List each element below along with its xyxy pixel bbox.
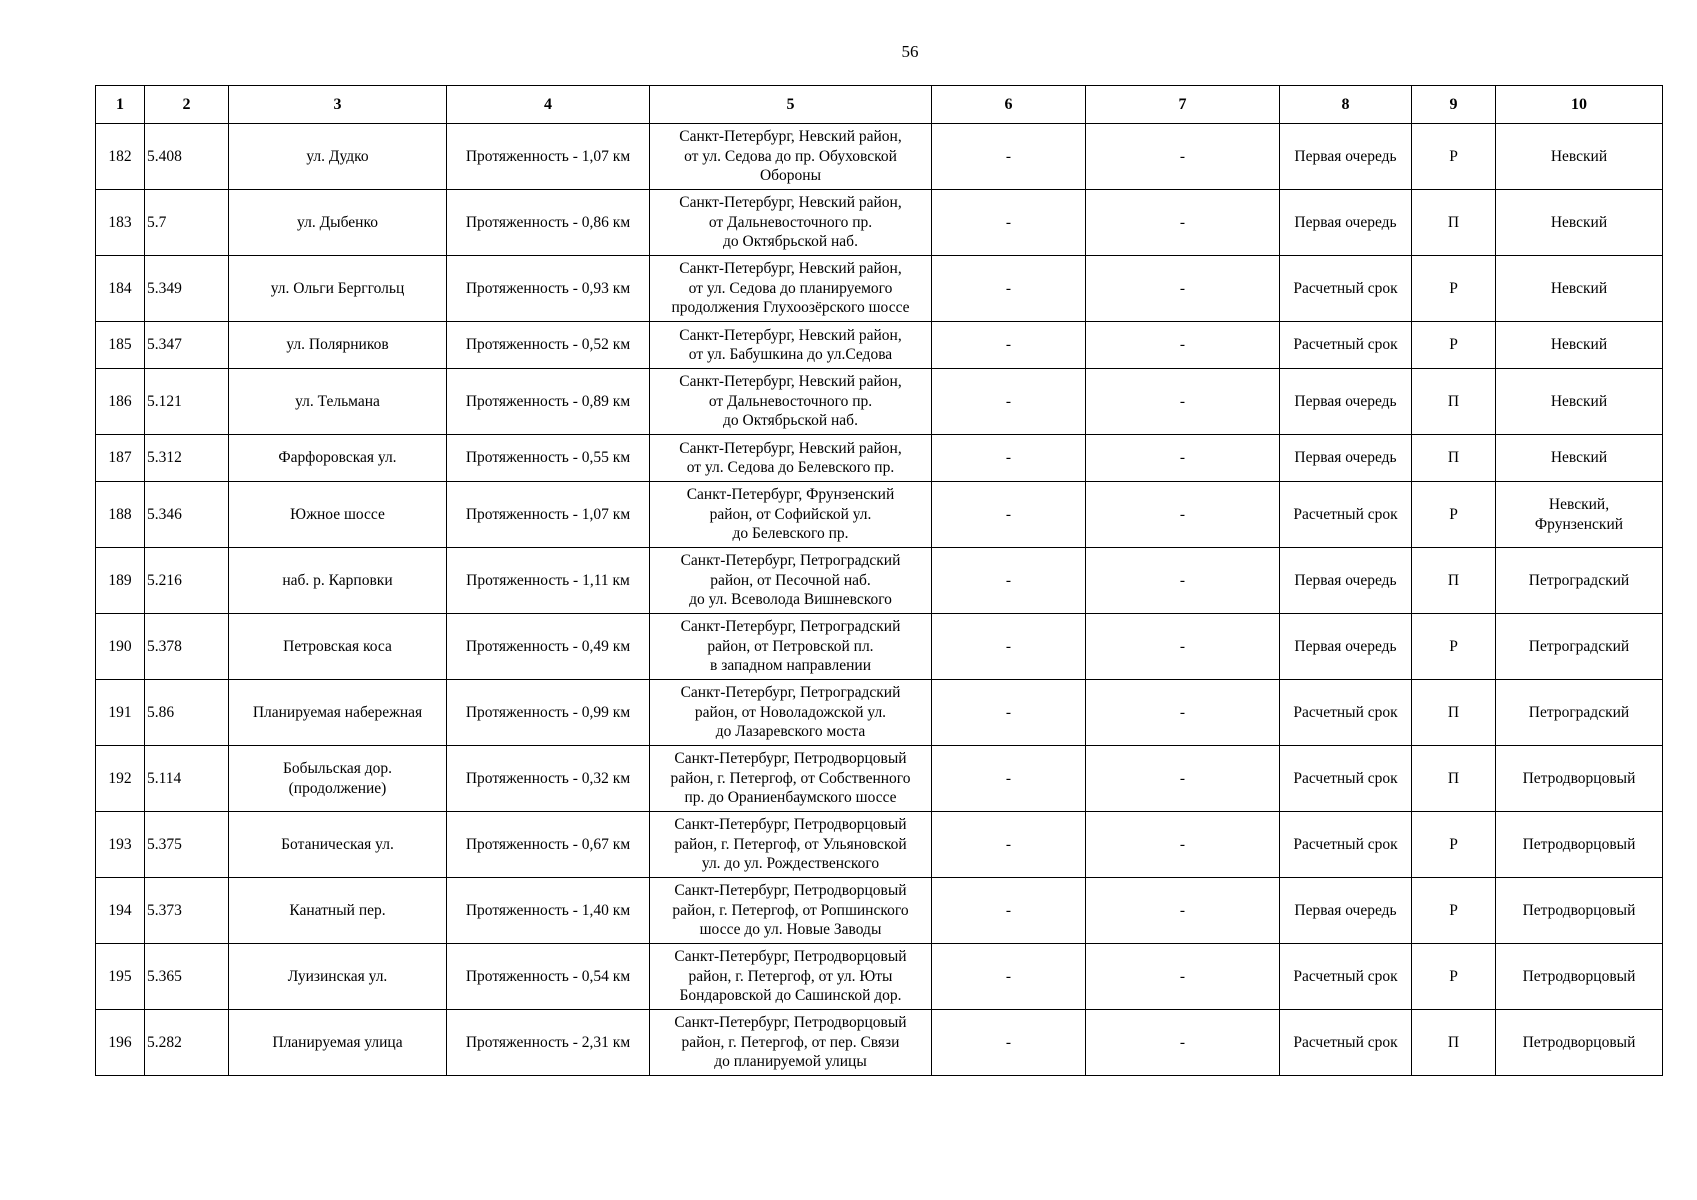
location-cell-line: от ул. Седова до пр. Обуховской <box>684 147 897 165</box>
district-cell-line: Невский <box>1550 392 1608 410</box>
length-cell: Протяженность - 0,93 км <box>447 256 650 322</box>
location-cell-line: до Лазаревского моста <box>715 723 866 741</box>
column-7-cell: - <box>1086 190 1280 256</box>
street-name-cell: Петровская коса <box>229 614 447 680</box>
street-name-cell: Планируемая набережная <box>229 680 447 746</box>
street-name-cell: Луизинская ул. <box>229 944 447 1010</box>
location-cell-line: от Дальневосточного пр. <box>708 213 873 231</box>
location-cell-line: Санкт-Петербург, Петроградский <box>680 684 901 702</box>
location-cell-line: Санкт-Петербург, Петроградский <box>680 552 901 570</box>
district-cell <box>1496 614 1663 680</box>
row-number-cell: 191 <box>96 680 145 746</box>
column-6-cell: - <box>932 190 1086 256</box>
location-cell <box>650 256 932 322</box>
column-7-cell: - <box>1086 812 1280 878</box>
column-6-cell: - <box>932 369 1086 435</box>
location-cell-line: от Дальневосточного пр. <box>708 392 873 410</box>
row-number-cell: 184 <box>96 256 145 322</box>
district-cell <box>1496 944 1663 1010</box>
location-cell-line: район, от Софийской ул. <box>709 505 872 523</box>
type-cell: П <box>1412 746 1496 812</box>
district-cell <box>1496 812 1663 878</box>
length-cell: Протяженность - 0,52 км <box>447 322 650 369</box>
stage-cell: Расчетный срок <box>1280 680 1412 746</box>
location-cell-line: Санкт-Петербург, Невский район, <box>679 373 902 391</box>
location-cell <box>650 614 932 680</box>
length-cell: Протяженность - 0,54 км <box>447 944 650 1010</box>
street-name-cell: Фарфоровская ул. <box>229 435 447 482</box>
district-cell <box>1496 548 1663 614</box>
header-row <box>96 86 1663 124</box>
table-row <box>96 812 1663 878</box>
row-number-cell: 193 <box>96 812 145 878</box>
location-cell-line: до Октябрьской наб. <box>723 233 858 251</box>
column-7-cell: - <box>1086 614 1280 680</box>
length-cell: Протяженность - 0,67 км <box>447 812 650 878</box>
location-cell <box>650 124 932 190</box>
table-row <box>96 124 1663 190</box>
location-cell <box>650 369 932 435</box>
code-cell: 5.312 <box>145 435 229 482</box>
stage-cell: Первая очередь <box>1280 614 1412 680</box>
location-cell <box>650 746 932 812</box>
column-7-cell: - <box>1086 680 1280 746</box>
code-cell: 5.114 <box>145 746 229 812</box>
location-cell-line: район, от Песочной наб. <box>710 571 871 589</box>
stage-cell: Расчетный срок <box>1280 256 1412 322</box>
location-cell-line: Санкт-Петербург, Невский район, <box>679 128 902 146</box>
code-cell: 5.346 <box>145 482 229 548</box>
column-6-cell: - <box>932 1010 1086 1076</box>
column-7-cell: - <box>1086 548 1280 614</box>
row-number-cell: 189 <box>96 548 145 614</box>
stage-cell: Расчетный срок <box>1280 482 1412 548</box>
code-cell: 5.216 <box>145 548 229 614</box>
row-number-cell: 195 <box>96 944 145 1010</box>
column-7-cell: - <box>1086 878 1280 944</box>
row-number-cell: 192 <box>96 746 145 812</box>
district-cell-line: Невский <box>1550 336 1608 354</box>
stage-cell: Первая очередь <box>1280 435 1412 482</box>
column-header: 6 <box>932 86 1086 124</box>
table-row <box>96 944 1663 1010</box>
code-cell: 5.7 <box>145 190 229 256</box>
district-cell <box>1496 124 1663 190</box>
row-number-cell: 183 <box>96 190 145 256</box>
type-cell: Р <box>1412 812 1496 878</box>
length-cell: Протяженность - 1,07 км <box>447 124 650 190</box>
column-7-cell: - <box>1086 944 1280 1010</box>
location-cell-line: Санкт-Петербург, Невский район, <box>679 439 902 457</box>
table-row <box>96 256 1663 322</box>
table-row <box>96 548 1663 614</box>
street-name-cell: наб. р. Карповки <box>229 548 447 614</box>
type-cell: П <box>1412 1010 1496 1076</box>
location-cell <box>650 680 932 746</box>
column-header: 5 <box>650 86 932 124</box>
column-7-cell: - <box>1086 124 1280 190</box>
length-cell: Протяженность - 0,55 км <box>447 435 650 482</box>
location-cell-line: район, г. Петергоф, от пер. Связи <box>681 1033 900 1051</box>
code-cell: 5.365 <box>145 944 229 1010</box>
row-number-cell: 190 <box>96 614 145 680</box>
row-number-cell: 188 <box>96 482 145 548</box>
street-name-cell: ул. Ольги Берггольц <box>229 256 447 322</box>
location-cell-line: шоссе до ул. Новые Заводы <box>699 921 882 939</box>
type-cell: П <box>1412 435 1496 482</box>
column-6-cell: - <box>932 746 1086 812</box>
location-cell <box>650 878 932 944</box>
location-cell-line: район, от Петровской пл. <box>707 637 874 655</box>
district-cell-line: Петродворцовый <box>1522 1033 1636 1051</box>
column-6-cell: - <box>932 435 1086 482</box>
type-cell: Р <box>1412 482 1496 548</box>
location-cell-line: до Октябрьской наб. <box>723 412 858 430</box>
location-cell <box>650 1010 932 1076</box>
type-cell: Р <box>1412 614 1496 680</box>
location-cell-line: до Белевского пр. <box>732 525 849 543</box>
location-cell-line: ул. до ул. Рождественского <box>701 855 880 873</box>
road-table <box>95 85 1663 1076</box>
column-6-cell: - <box>932 944 1086 1010</box>
row-number-cell: 185 <box>96 322 145 369</box>
location-cell-line: в западном направлении <box>710 657 871 675</box>
district-cell-line: Петродворцовый <box>1522 769 1636 787</box>
page-number: 56 <box>901 42 919 61</box>
street-name-cell: Планируемая улица <box>229 1010 447 1076</box>
location-cell-line: Санкт-Петербург, Петродворцовый <box>674 816 907 834</box>
code-cell: 5.373 <box>145 878 229 944</box>
table-row <box>96 746 1663 812</box>
location-cell <box>650 435 932 482</box>
district-cell-line: Фрунзенский <box>1534 515 1624 533</box>
location-cell-line: от ул. Седова до Белевского пр. <box>686 459 895 476</box>
location-cell-line: район, г. Петергоф, от Ульяновской <box>674 835 907 853</box>
type-cell: Р <box>1412 878 1496 944</box>
district-cell-line: Петроградский <box>1528 637 1630 655</box>
location-cell-line: Санкт-Петербург, Невский район, <box>679 326 902 344</box>
table-row <box>96 878 1663 944</box>
location-cell-line: Обороны <box>759 167 822 185</box>
district-cell <box>1496 746 1663 812</box>
length-cell: Протяженность - 0,99 км <box>447 680 650 746</box>
district-cell-line: Невский <box>1550 213 1608 231</box>
location-cell-line: Санкт-Петербург, Петродворцовый <box>674 948 907 966</box>
district-cell-line: Петроградский <box>1528 571 1630 589</box>
street-name-cell: Ботаническая ул. <box>229 812 447 878</box>
column-header: 3 <box>229 86 447 124</box>
column-6-cell: - <box>932 124 1086 190</box>
column-6-cell: - <box>932 482 1086 548</box>
district-cell <box>1496 482 1663 548</box>
district-cell-line: Петродворцовый <box>1522 835 1636 853</box>
location-cell-line: пр. до Ораниенбаумского шоссе <box>684 789 897 807</box>
column-header: 2 <box>145 86 229 124</box>
length-cell: Протяженность - 1,40 км <box>447 878 650 944</box>
location-cell-line: Санкт-Петербург, Петроградский <box>680 618 901 636</box>
type-cell: Р <box>1412 256 1496 322</box>
location-cell-line: Санкт-Петербург, Фрунзенский <box>686 486 895 504</box>
type-cell: Р <box>1412 124 1496 190</box>
location-cell-line: район, от Новоладожской ул. <box>694 703 887 721</box>
location-cell <box>650 812 932 878</box>
table-row <box>96 190 1663 256</box>
location-cell-line: район, г. Петергоф, от Ропшинского <box>672 901 909 919</box>
street-name-cell: Южное шоссе <box>229 482 447 548</box>
location-cell-line: район, г. Петергоф, от ул. Юты <box>688 967 893 985</box>
street-name-cell: ул. Дыбенко <box>229 190 447 256</box>
code-cell: 5.121 <box>145 369 229 435</box>
location-cell-line: Санкт-Петербург, Невский район, <box>679 260 902 278</box>
stage-cell: Расчетный срок <box>1280 944 1412 1010</box>
district-cell-line: Невский, <box>1548 496 1610 513</box>
column-7-cell: - <box>1086 435 1280 482</box>
street-name-cell: ул. Полярников <box>229 322 447 369</box>
length-cell: Протяженность - 0,49 км <box>447 614 650 680</box>
row-number-cell: 194 <box>96 878 145 944</box>
code-cell: 5.349 <box>145 256 229 322</box>
column-header: 1 <box>96 86 145 124</box>
location-cell <box>650 482 932 548</box>
district-cell-line: Невский <box>1550 449 1608 467</box>
stage-cell: Расчетный срок <box>1280 322 1412 369</box>
stage-cell: Первая очередь <box>1280 548 1412 614</box>
column-6-cell: - <box>932 322 1086 369</box>
column-header: 10 <box>1496 86 1663 124</box>
district-cell-line: Петродворцовый <box>1522 901 1636 919</box>
column-6-cell: - <box>932 878 1086 944</box>
row-number-cell: 182 <box>96 124 145 190</box>
location-cell-line: Бондаровской до Сашинской дор. <box>679 987 902 1005</box>
column-7-cell: - <box>1086 369 1280 435</box>
type-cell: П <box>1412 548 1496 614</box>
length-cell: Протяженность - 2,31 км <box>447 1010 650 1076</box>
column-6-cell: - <box>932 812 1086 878</box>
type-cell: П <box>1412 680 1496 746</box>
row-number-cell: 187 <box>96 435 145 482</box>
table-row <box>96 369 1663 435</box>
row-number-cell: 186 <box>96 369 145 435</box>
district-cell <box>1496 369 1663 435</box>
street-name-cell: Бобыльская дор. (продолжение) <box>229 746 447 812</box>
column-6-cell: - <box>932 548 1086 614</box>
street-name-cell: ул. Тельмана <box>229 369 447 435</box>
column-header: 9 <box>1412 86 1496 124</box>
stage-cell: Расчетный срок <box>1280 746 1412 812</box>
location-cell <box>650 944 932 1010</box>
location-cell <box>650 190 932 256</box>
location-cell <box>650 322 932 369</box>
table-row <box>96 614 1663 680</box>
table-row <box>96 435 1663 482</box>
location-cell-line: Санкт-Петербург, Невский район, <box>679 194 902 212</box>
code-cell: 5.378 <box>145 614 229 680</box>
column-header: 4 <box>447 86 650 124</box>
location-cell-line: до планируемой улицы <box>714 1053 867 1071</box>
location-cell-line: Санкт-Петербург, Петродворцовый <box>674 750 907 768</box>
length-cell: Протяженность - 1,11 км <box>447 548 650 614</box>
stage-cell: Расчетный срок <box>1280 1010 1412 1076</box>
district-cell <box>1496 435 1663 482</box>
location-cell-line: от ул. Седова до планируемого <box>688 279 893 297</box>
district-cell <box>1496 878 1663 944</box>
type-cell: П <box>1412 190 1496 256</box>
table-row <box>96 1010 1663 1076</box>
column-7-cell: - <box>1086 746 1280 812</box>
location-cell-line: Санкт-Петербург, Петродворцовый <box>674 882 907 900</box>
district-cell-line: Петродворцовый <box>1522 967 1636 985</box>
stage-cell: Расчетный срок <box>1280 812 1412 878</box>
column-header: 7 <box>1086 86 1280 124</box>
district-cell <box>1496 1010 1663 1076</box>
table-body <box>96 124 1663 1076</box>
row-number-cell: 196 <box>96 1010 145 1076</box>
stage-cell: Первая очередь <box>1280 190 1412 256</box>
column-7-cell: - <box>1086 322 1280 369</box>
street-name-cell: ул. Дудко <box>229 124 447 190</box>
street-name-cell: Канатный пер. <box>229 878 447 944</box>
location-cell <box>650 548 932 614</box>
location-cell-line: продолжения Глухоозёрского шоссе <box>671 299 910 317</box>
column-7-cell: - <box>1086 1010 1280 1076</box>
code-cell: 5.375 <box>145 812 229 878</box>
length-cell: Протяженность - 0,32 км <box>447 746 650 812</box>
type-cell: П <box>1412 369 1496 435</box>
column-7-cell: - <box>1086 482 1280 548</box>
type-cell: Р <box>1412 322 1496 369</box>
column-7-cell: - <box>1086 256 1280 322</box>
length-cell: Протяженность - 0,89 км <box>447 369 650 435</box>
district-cell <box>1496 190 1663 256</box>
code-cell: 5.282 <box>145 1010 229 1076</box>
stage-cell: Первая очередь <box>1280 878 1412 944</box>
district-cell-line: Петроградский <box>1528 703 1630 721</box>
stage-cell: Первая очередь <box>1280 124 1412 190</box>
district-cell <box>1496 680 1663 746</box>
length-cell: Протяженность - 0,86 км <box>447 190 650 256</box>
column-6-cell: - <box>932 680 1086 746</box>
table-row <box>96 322 1663 369</box>
column-6-cell: - <box>932 256 1086 322</box>
code-cell: 5.347 <box>145 322 229 369</box>
column-6-cell: - <box>932 614 1086 680</box>
stage-cell: Первая очередь <box>1280 369 1412 435</box>
table-row <box>96 680 1663 746</box>
location-cell-line: от ул. Бабушкина до ул.Седова <box>688 346 893 363</box>
district-cell-line: Невский <box>1550 279 1608 297</box>
district-cell <box>1496 322 1663 369</box>
location-cell-line: Санкт-Петербург, Петродворцовый <box>674 1014 907 1032</box>
location-cell-line: до ул. Всеволода Вишневского <box>689 591 892 609</box>
district-cell <box>1496 256 1663 322</box>
district-cell-line: Невский <box>1550 147 1608 165</box>
code-cell: 5.408 <box>145 124 229 190</box>
length-cell: Протяженность - 1,07 км <box>447 482 650 548</box>
type-cell: Р <box>1412 944 1496 1010</box>
table-row <box>96 482 1663 548</box>
code-cell: 5.86 <box>145 680 229 746</box>
location-cell-line: район, г. Петергоф, от Собственного <box>670 769 911 787</box>
column-header: 8 <box>1280 86 1412 124</box>
